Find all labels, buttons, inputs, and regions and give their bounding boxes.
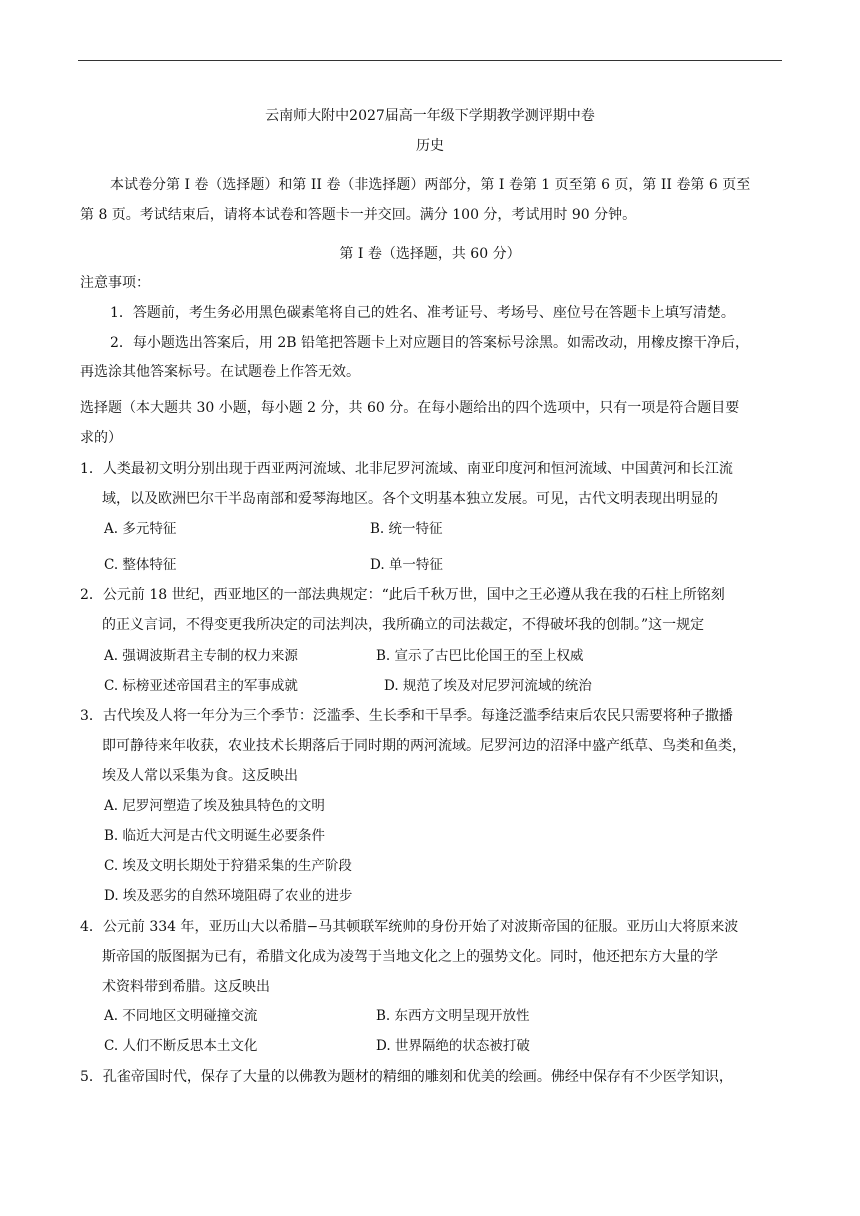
question-text: 3．古代埃及人将一年分为三个季节：泛滥季、生长季和干旱季。每逢泛滥季结束后农民只需要将种子撒播 — [80, 708, 733, 724]
section-line-2: 求的） — [80, 430, 122, 446]
option-b: B. 统一特征 — [370, 521, 443, 537]
option-d: D. 单一特征 — [370, 557, 443, 573]
notes-heading: 注意事项： — [80, 275, 150, 291]
question-text: 2．公元前 18 世纪，西亚地区的一部法典规定：“此后千秋万世，国中之王必遵从我在我的石柱上所铭刻 — [80, 587, 725, 603]
question-text: 4．公元前 334 年，亚历山大以希腊−马其顿联军统帅的身份开始了对波斯帝国的征服。亚历山大将原来波 — [80, 919, 739, 935]
question-text: 5．孔雀帝国时代，保存了大量的以佛教为题材的精细的雕刻和优美的绘画。佛经中保存有不少医学知识， — [80, 1069, 733, 1085]
option-a: A. 多元特征 — [104, 521, 177, 537]
option-d: D. 规范了埃及对尼罗河流域的统治 — [384, 678, 592, 694]
question-text: 的正义言词，不得变更我所决定的司法判决，我所确立的司法裁定，不得破坏我的创制。”这一规定 — [102, 617, 705, 633]
option-a: A. 尼罗河塑造了埃及独具特色的文明 — [104, 798, 325, 814]
section-line-1: 选择题（本大题共 30 小题，每小题 2 分，共 60 分。在每小题给出的四个选项中，只有一项是符合题目要 — [80, 400, 740, 416]
part1-title: 第 I 卷（选择题，共 60 分） — [339, 246, 521, 262]
option-b: B. 宣示了古巴比伦国王的至上权威 — [376, 648, 584, 664]
option-c: C. 人们不断反思本土文化 — [104, 1038, 258, 1054]
exam-title: 云南师大附中2027届高一年级下学期教学测评期中卷 — [265, 108, 595, 124]
option-a: A. 不同地区文明碰撞交流 — [104, 1008, 258, 1024]
question-text: 埃及人常以采集为食。这反映出 — [102, 768, 298, 784]
intro-line-2: 第 8 页。考试结束后，请将本试卷和答题卡一并交回。满分 100 分，考试用时 90 分钟。 — [80, 207, 637, 223]
notes-item-1: 1．答题前，考生务必用黑色碳素笔将自己的姓名、准考证号、考场号、座位号在答题卡上填写清楚。 — [110, 305, 735, 321]
notes-item-2-line-2: 再选涂其他答案标号。在试题卷上作答无效。 — [80, 364, 360, 380]
header-rule — [78, 60, 782, 61]
option-b: B. 临近大河是古代文明诞生必要条件 — [104, 828, 326, 844]
option-c: C. 标榜亚述帝国君主的军事成就 — [104, 678, 298, 694]
option-d: D. 埃及恶劣的自然环境阻碍了农业的进步 — [104, 888, 353, 904]
option-a: A. 强调波斯君主专制的权力来源 — [104, 648, 298, 664]
option-d: D. 世界隔绝的状态被打破 — [376, 1038, 530, 1054]
question-text: 术资料带到希腊。这反映出 — [102, 979, 270, 995]
subject-title: 历史 — [416, 138, 444, 154]
notes-item-2-line-1: 2．每小题选出答案后，用 2B 铅笔把答题卡上对应题目的答案标号涂黑。如需改动，用橡皮擦干净后， — [110, 335, 750, 351]
intro-line-1: 本试卷分第 I 卷（选择题）和第 II 卷（非选择题）两部分，第 I 卷第 1 页至第 6 页，第 II 卷第 6 页至 — [110, 177, 751, 193]
option-c: C. 埃及文明长期处于狩猎采集的生产阶段 — [104, 858, 352, 874]
option-b: B. 东西方文明呈现开放性 — [376, 1008, 530, 1024]
question-text: 域，以及欧洲巴尔干半岛南部和爱琴海地区。各个文明基本独立发展。可见，古代文明表现出明显的 — [102, 491, 718, 507]
option-c: C. 整体特征 — [104, 557, 177, 573]
question-text: 斯帝国的版图据为已有，希腊文化成为凌驾于当地文化之上的强势文化。同时，他还把东方大量的学 — [102, 949, 718, 965]
question-text: 1．人类最初文明分别出现于西亚两河流域、北非尼罗河流域、南亚印度河和恒河流域、中国黄河和长江流 — [80, 461, 733, 477]
question-text: 即可静待来年收获，农业技术长期落后于同时期的两河流域。尼罗河边的沼泽中盛产纸草、鸟类和鱼类， — [102, 738, 746, 754]
